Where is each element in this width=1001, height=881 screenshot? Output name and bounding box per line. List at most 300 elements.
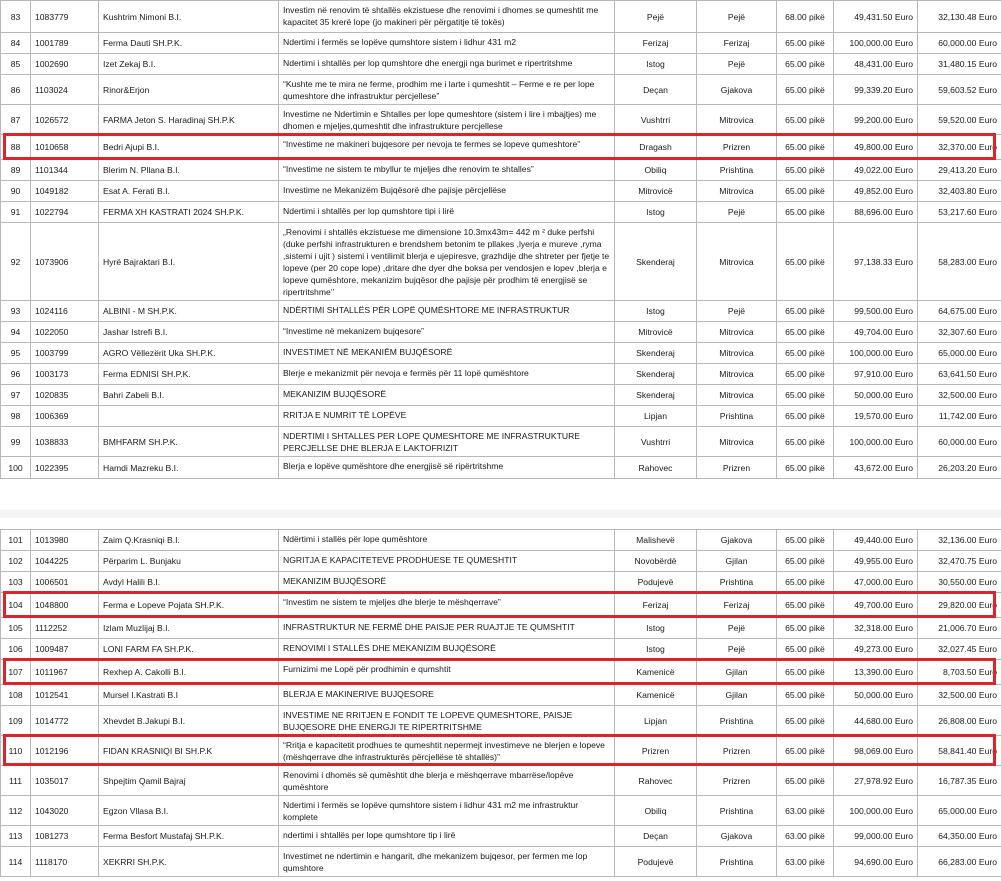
total-investment: 100,000.00 Euro	[834, 343, 918, 364]
points: 65.00 pikë	[777, 181, 834, 202]
project-description: Renovimi i dhomës së qumështit dhe blerja e mëshqerrave mbarrëse/lopëve qumështore	[279, 766, 615, 796]
total-investment: 49,704.00 Euro	[834, 322, 918, 343]
application-id: 1012541	[31, 685, 99, 706]
project-description: Ndertimi i fermës se lopëve qumshtore sistem i lidhur 431 m2	[279, 33, 615, 54]
project-description: ndertimi i shtallës per lope qumshtore tip i lirë	[279, 826, 615, 847]
region: Prishtina	[697, 796, 777, 826]
project-description: Ndertimi i shtallës per lop qumshtore tipi i lirë	[279, 202, 615, 223]
application-id: 1013980	[31, 530, 99, 551]
project-description: “Kushte me te mira ne ferme, prodhim me i larte i qumeshtit – Ferme e re per lope qumeshtore dhe infrastruktur percjellese”	[279, 75, 615, 105]
row-number: 92	[1, 223, 31, 301]
table-row	[1, 618, 1001, 639]
application-id: 1020835	[31, 385, 99, 406]
row-number: 94	[1, 322, 31, 343]
points: 65.00 pikë	[777, 530, 834, 551]
municipality: Rahovec	[615, 766, 697, 796]
grant-amount: 32,130.48 Euro	[918, 1, 1001, 33]
points: 65.00 pikë	[777, 343, 834, 364]
municipality: Deçan	[615, 826, 697, 847]
project-description: NDERTIMI I SHTALLES PER LOPE QUMESHTORE ME INFRASTRUKTURE PERCJELLSE DHE BLERJA E LAKTOFRIZIT	[279, 427, 615, 457]
table-row	[1, 826, 1001, 847]
row-number: 83	[1, 1, 31, 33]
table-row	[1, 54, 1001, 75]
points: 65.00 pikë	[777, 572, 834, 593]
region: Prishtina	[697, 160, 777, 181]
application-id: 1118170	[31, 847, 99, 877]
row-number: 111	[1, 766, 31, 796]
application-id: 1022395	[31, 457, 99, 479]
region: Mitrovica	[697, 223, 777, 301]
row-number: 106	[1, 639, 31, 660]
region: Gjakova	[697, 530, 777, 551]
region: Mitrovica	[697, 105, 777, 135]
table-row	[1, 796, 1001, 826]
total-investment: 49,022.00 Euro	[834, 160, 918, 181]
grant-amount: 29,413.20 Euro	[918, 160, 1001, 181]
project-description: Investim në renovim të shtallës ekzistuese dhe renovimi i dhomes se qumeshtit me kapacitet 35 krerë lope (jo makineri për përgatitje të tokës)	[279, 1, 615, 33]
grant-amount: 32,307.60 Euro	[918, 322, 1001, 343]
total-investment: 49,955.00 Euro	[834, 551, 918, 572]
grant-amount: 30,550.00 Euro	[918, 572, 1001, 593]
application-id: 1014772	[31, 706, 99, 736]
project-description: Investime ne Ndertimin e Shtalles per lope qumeshtore (sistem i lire i mbajtjes) me dhomen e mjeljes,qumeshtit dhe infrastrukture percjellese	[279, 105, 615, 135]
row-number: 112	[1, 796, 31, 826]
row-number: 102	[1, 551, 31, 572]
grant-amount: 32,403.80 Euro	[918, 181, 1001, 202]
application-id: 1081273	[31, 826, 99, 847]
points: 65.00 pikë	[777, 105, 834, 135]
applicant-name: Xhevdet B.Jakupi B.I.	[99, 706, 279, 736]
row-number: 113	[1, 826, 31, 847]
table-row	[1, 427, 1001, 457]
points: 65.00 pikë	[777, 427, 834, 457]
applicant-name: BMHFARM SH.P.K.	[99, 427, 279, 457]
row-number: 88	[1, 135, 31, 160]
grant-amount: 26,203.20 Euro	[918, 457, 1001, 479]
application-id: 1112252	[31, 618, 99, 639]
project-description: “Investime ne sistem te mbyllur te mjeljes dhe renovim te shtalles”	[279, 160, 615, 181]
municipality: Obiliq	[615, 796, 697, 826]
table-row	[1, 766, 1001, 796]
total-investment: 99,000.00 Euro	[834, 826, 918, 847]
application-id: 1026572	[31, 105, 99, 135]
points: 65.00 pikë	[777, 135, 834, 160]
row-number: 105	[1, 618, 31, 639]
applicant-name: Esat A. Ferati B.I.	[99, 181, 279, 202]
table-row	[1, 301, 1001, 322]
municipality: Podujevë	[615, 847, 697, 877]
total-investment: 43,672.00 Euro	[834, 457, 918, 479]
total-investment: 94,690.00 Euro	[834, 847, 918, 877]
grant-amount: 58,841.40 Euro	[918, 736, 1001, 766]
page-break-band	[0, 510, 1001, 518]
application-id: 1073906	[31, 223, 99, 301]
grant-amount: 29,820.00 Euro	[918, 593, 1001, 618]
table-row	[1, 593, 1001, 618]
region: Pejë	[697, 618, 777, 639]
municipality: Skenderaj	[615, 223, 697, 301]
project-description: MEKANIZIM BUJQËSORË	[279, 385, 615, 406]
application-id: 1022794	[31, 202, 99, 223]
points: 68.00 pikë	[777, 1, 834, 33]
total-investment: 44,680.00 Euro	[834, 706, 918, 736]
table-row	[1, 572, 1001, 593]
row-number: 109	[1, 706, 31, 736]
municipality: Skenderaj	[615, 385, 697, 406]
points: 65.00 pikë	[777, 406, 834, 427]
total-investment: 99,339.20 Euro	[834, 75, 918, 105]
applicant-name: Ferma Dauti SH.P.K.	[99, 33, 279, 54]
points: 65.00 pikë	[777, 223, 834, 301]
application-id: 1024116	[31, 301, 99, 322]
region: Gjakova	[697, 75, 777, 105]
region: Gjakova	[697, 826, 777, 847]
total-investment: 100,000.00 Euro	[834, 33, 918, 54]
region: Pejë	[697, 202, 777, 223]
municipality: Dragash	[615, 135, 697, 160]
project-description: “Investim ne sistem te mjeljes dhe blerje te mëshqerrave”	[279, 593, 615, 618]
table-row	[1, 322, 1001, 343]
municipality: Kamenicë	[615, 660, 697, 685]
municipality: Istog	[615, 301, 697, 322]
application-id: 1009487	[31, 639, 99, 660]
applicant-name: Rinor&Erjon	[99, 75, 279, 105]
row-number: 89	[1, 160, 31, 181]
grant-amount: 8,703.50 Euro	[918, 660, 1001, 685]
total-investment: 99,500.00 Euro	[834, 301, 918, 322]
region: Prishtina	[697, 572, 777, 593]
row-number: 98	[1, 406, 31, 427]
row-number: 104	[1, 593, 31, 618]
application-id: 1006369	[31, 406, 99, 427]
grant-amount: 32,470.75 Euro	[918, 551, 1001, 572]
municipality: Mitrovicë	[615, 181, 697, 202]
grant-amount: 65,000.00 Euro	[918, 796, 1001, 826]
table-row	[1, 160, 1001, 181]
table-row	[1, 364, 1001, 385]
grant-amount: 59,520.00 Euro	[918, 105, 1001, 135]
grant-amount: 21,006.70 Euro	[918, 618, 1001, 639]
row-number: 91	[1, 202, 31, 223]
municipality: Lipjan	[615, 706, 697, 736]
total-investment: 97,138.33 Euro	[834, 223, 918, 301]
applicant-name: XEKRRI SH.P.K.	[99, 847, 279, 877]
grant-amount: 31,480.15 Euro	[918, 54, 1001, 75]
project-description: RENOVIMI I STALLËS DHE MEKANIZIM BUJQËSORË	[279, 639, 615, 660]
table-row	[1, 660, 1001, 685]
row-number: 101	[1, 530, 31, 551]
municipality: Novobërdë	[615, 551, 697, 572]
applicant-name: Ferma Besfort Mustafaj SH.P.K.	[99, 826, 279, 847]
total-investment: 49,273.00 Euro	[834, 639, 918, 660]
points: 65.00 pikë	[777, 364, 834, 385]
municipality: Vushtrri	[615, 105, 697, 135]
application-id: 1049182	[31, 181, 99, 202]
applicant-name: FARMA Jeton S. Haradinaj SH.P.K	[99, 105, 279, 135]
region: Mitrovica	[697, 322, 777, 343]
municipality: Ferizaj	[615, 593, 697, 618]
project-description: Ndertimi i fermës se lopëve qumshtore sistem i lidhur 431 m2 me infrastruktur komplete	[279, 796, 615, 826]
project-description: INVESTIME NE RRITJEN E FONDIT TE LOPEVE QUMESHTORE, PAISJE BUJQESORE DHE ENERGJI TE RIPERTRITSHME	[279, 706, 615, 736]
row-number: 96	[1, 364, 31, 385]
project-description: Investime ne Mekanizëm Bujqësorë dhe pajisje përcjellëse	[279, 181, 615, 202]
region: Prishtina	[697, 847, 777, 877]
application-id: 1003173	[31, 364, 99, 385]
region: Ferizaj	[697, 33, 777, 54]
region: Prizren	[697, 766, 777, 796]
municipality: Pejë	[615, 1, 697, 33]
points: 65.00 pikë	[777, 766, 834, 796]
applicant-name: Mursel I.Kastrati B.I	[99, 685, 279, 706]
municipality: Kamenicë	[615, 685, 697, 706]
municipality: Skenderaj	[615, 364, 697, 385]
municipality: Obiliq	[615, 160, 697, 181]
total-investment: 49,440.00 Euro	[834, 530, 918, 551]
results-table-bottom	[0, 529, 1001, 877]
applicant-name: Ferma EDNISI SH.P.K.	[99, 364, 279, 385]
region: Prishtina	[697, 706, 777, 736]
project-description: INFRASTRUKTUR NE FERMË DHE PAISJE PER RUAJTJE TE QUMSHTIT	[279, 618, 615, 639]
total-investment: 27,978.92 Euro	[834, 766, 918, 796]
total-investment: 98,069.00 Euro	[834, 736, 918, 766]
applicant-name: LONI FARM FA SH.P.K.	[99, 639, 279, 660]
region: Pejë	[697, 639, 777, 660]
application-id: 1083779	[31, 1, 99, 33]
applicant-name: Izet Zekaj B.I.	[99, 54, 279, 75]
table-row	[1, 639, 1001, 660]
total-investment: 47,000.00 Euro	[834, 572, 918, 593]
points: 63.00 pikë	[777, 826, 834, 847]
row-number: 90	[1, 181, 31, 202]
project-description: “Investime ne makineri bujqesore per nevoja te fermes se lopeve qumeshtore”	[279, 135, 615, 160]
total-investment: 50,000.00 Euro	[834, 385, 918, 406]
application-id: 1010658	[31, 135, 99, 160]
table-row	[1, 343, 1001, 364]
region: Pejë	[697, 1, 777, 33]
total-investment: 48,431.00 Euro	[834, 54, 918, 75]
table-row	[1, 33, 1001, 54]
project-description: “Investime në mekanizem bujqesore”	[279, 322, 615, 343]
points: 65.00 pikë	[777, 551, 834, 572]
table-row	[1, 181, 1001, 202]
municipality: Istog	[615, 618, 697, 639]
municipality: Skenderaj	[615, 343, 697, 364]
grant-amount: 32,500.00 Euro	[918, 385, 1001, 406]
application-id: 1044225	[31, 551, 99, 572]
table-row	[1, 457, 1001, 479]
applicant-name: Egzon Vllasa B.I.	[99, 796, 279, 826]
applicant-name: ALBINI - M SH.P.K.	[99, 301, 279, 322]
grant-amount: 11,742.00 Euro	[918, 406, 1001, 427]
points: 65.00 pikë	[777, 618, 834, 639]
municipality: Istog	[615, 54, 697, 75]
application-id: 1043020	[31, 796, 99, 826]
table-row	[1, 847, 1001, 877]
table-row	[1, 135, 1001, 160]
municipality: Vushtrri	[615, 427, 697, 457]
row-number: 93	[1, 301, 31, 322]
total-investment: 100,000.00 Euro	[834, 796, 918, 826]
applicant-name: Bedri Ajupi B.I.	[99, 135, 279, 160]
municipality: Deçan	[615, 75, 697, 105]
applicant-name: Përparim L. Bunjaku	[99, 551, 279, 572]
region: Ferizaj	[697, 593, 777, 618]
region: Prizren	[697, 457, 777, 479]
total-investment: 49,800.00 Euro	[834, 135, 918, 160]
municipality: Malishevë	[615, 530, 697, 551]
grant-amount: 58,283.00 Euro	[918, 223, 1001, 301]
project-description: BLERJA E MAKINERIVE BUJQESORE	[279, 685, 615, 706]
table-row	[1, 551, 1001, 572]
applicant-name: AGRO Vëllezërit Uka SH.P.K.	[99, 343, 279, 364]
project-description: INVESTIMET NË MEKANIËM BUJQËSORË	[279, 343, 615, 364]
total-investment: 49,431.50 Euro	[834, 1, 918, 33]
application-id: 1006501	[31, 572, 99, 593]
municipality: Ferizaj	[615, 33, 697, 54]
applicant-name: FERMA XH KASTRATI 2024 SH.P.K.	[99, 202, 279, 223]
points: 65.00 pikë	[777, 160, 834, 181]
table-row	[1, 706, 1001, 736]
points: 65.00 pikë	[777, 301, 834, 322]
region: Gjilan	[697, 685, 777, 706]
application-id: 1002690	[31, 54, 99, 75]
applicant-name: Hamdi Mazreku B.I.	[99, 457, 279, 479]
region: Mitrovica	[697, 385, 777, 406]
table-row	[1, 223, 1001, 301]
grant-amount: 16,787.35 Euro	[918, 766, 1001, 796]
applicant-name: Bahri Zabeli B.I.	[99, 385, 279, 406]
region: Pejë	[697, 301, 777, 322]
region: Prizren	[697, 135, 777, 160]
project-description: Ndertimi i shtallës per lop qumshtore dhe energji nga burimet e ripertritshme	[279, 54, 615, 75]
project-description: RRITJA E NUMRIT TË LOPËVE	[279, 406, 615, 427]
total-investment: 19,570.00 Euro	[834, 406, 918, 427]
region: Pejë	[697, 54, 777, 75]
applicant-name: Hyrë Bajraktari B.I.	[99, 223, 279, 301]
municipality: Prizren	[615, 736, 697, 766]
row-number: 114	[1, 847, 31, 877]
region: Mitrovica	[697, 181, 777, 202]
project-description: Blerja e lopëve qumështore dhe energjisë së ripërtritshme	[279, 457, 615, 479]
total-investment: 97,910.00 Euro	[834, 364, 918, 385]
row-number: 103	[1, 572, 31, 593]
application-id: 1001789	[31, 33, 99, 54]
region: Gjilan	[697, 660, 777, 685]
table-row	[1, 685, 1001, 706]
row-number: 108	[1, 685, 31, 706]
municipality: Podujevë	[615, 572, 697, 593]
table-row	[1, 385, 1001, 406]
application-id: 1101344	[31, 160, 99, 181]
points: 63.00 pikë	[777, 796, 834, 826]
table-row	[1, 105, 1001, 135]
points: 65.00 pikë	[777, 457, 834, 479]
points: 65.00 pikë	[777, 385, 834, 406]
grant-amount: 64,350.00 Euro	[918, 826, 1001, 847]
grant-amount: 26,808.00 Euro	[918, 706, 1001, 736]
row-number: 100	[1, 457, 31, 479]
municipality: Istog	[615, 202, 697, 223]
points: 63.00 pikë	[777, 847, 834, 877]
region: Prizren	[697, 736, 777, 766]
points: 65.00 pikë	[777, 322, 834, 343]
table-row	[1, 202, 1001, 223]
row-number: 95	[1, 343, 31, 364]
applicant-name: Jashar Istrefi B.I.	[99, 322, 279, 343]
points: 65.00 pikë	[777, 75, 834, 105]
points: 65.00 pikë	[777, 33, 834, 54]
table-row	[1, 1, 1001, 33]
municipality: Lipjan	[615, 406, 697, 427]
total-investment: 13,390.00 Euro	[834, 660, 918, 685]
grant-amount: 32,136.00 Euro	[918, 530, 1001, 551]
project-description: NGRITJA E KAPACITETEVE PRODHUESE TE QUMESHTIT	[279, 551, 615, 572]
applicant-name: Avdyl Halili B.I.	[99, 572, 279, 593]
grant-amount: 32,370.00 Euro	[918, 135, 1001, 160]
row-number: 99	[1, 427, 31, 457]
region: Prishtina	[697, 406, 777, 427]
total-investment: 32,318.00 Euro	[834, 618, 918, 639]
points: 65.00 pikë	[777, 706, 834, 736]
applicant-name: FIDAN KRASNIQI BI SH.P.K	[99, 736, 279, 766]
grant-amount: 59,603.52 Euro	[918, 75, 1001, 105]
application-id: 1003799	[31, 343, 99, 364]
application-id: 1035017	[31, 766, 99, 796]
grant-amount: 65,000.00 Euro	[918, 343, 1001, 364]
table-row	[1, 406, 1001, 427]
applicant-name: Blerim N. Pllana B.I.	[99, 160, 279, 181]
total-investment: 88,696.00 Euro	[834, 202, 918, 223]
row-number: 107	[1, 660, 31, 685]
grant-amount: 60,000.00 Euro	[918, 33, 1001, 54]
row-number: 87	[1, 105, 31, 135]
points: 65.00 pikë	[777, 660, 834, 685]
region: Mitrovica	[697, 427, 777, 457]
row-number: 110	[1, 736, 31, 766]
grant-amount: 60,000.00 Euro	[918, 427, 1001, 457]
total-investment: 100,000.00 Euro	[834, 427, 918, 457]
grant-amount: 32,027.45 Euro	[918, 639, 1001, 660]
points: 65.00 pikë	[777, 639, 834, 660]
applicant-name: Zaim Q.Krasniqi B.I.	[99, 530, 279, 551]
points: 65.00 pikë	[777, 736, 834, 766]
row-number: 86	[1, 75, 31, 105]
application-id: 1103024	[31, 75, 99, 105]
applicant-name: Izlam Muzlijaj B.I.	[99, 618, 279, 639]
region: Mitrovica	[697, 364, 777, 385]
points: 65.00 pikë	[777, 685, 834, 706]
row-number: 84	[1, 33, 31, 54]
grant-amount: 64,675.00 Euro	[918, 301, 1001, 322]
region: Mitrovica	[697, 343, 777, 364]
row-number: 85	[1, 54, 31, 75]
municipality: Mitrovicë	[615, 322, 697, 343]
table-row	[1, 75, 1001, 105]
applicant-name	[99, 406, 279, 427]
applicant-name: Shpejtim Qamil Bajraj	[99, 766, 279, 796]
grant-amount: 63,641.50 Euro	[918, 364, 1001, 385]
total-investment: 49,700.00 Euro	[834, 593, 918, 618]
row-number: 97	[1, 385, 31, 406]
applicant-name: Ferma e Lopeve Pojata SH.P.K.	[99, 593, 279, 618]
project-description: Furnizimi me Lopë për prodhimin e qumshtit	[279, 660, 615, 685]
points: 65.00 pikë	[777, 202, 834, 223]
points: 65.00 pikë	[777, 54, 834, 75]
municipality: Rahovec	[615, 457, 697, 479]
grant-amount: 32,500.00 Euro	[918, 685, 1001, 706]
applicant-name: Kushtrim Nimoni B.I.	[99, 1, 279, 33]
application-id: 1048800	[31, 593, 99, 618]
